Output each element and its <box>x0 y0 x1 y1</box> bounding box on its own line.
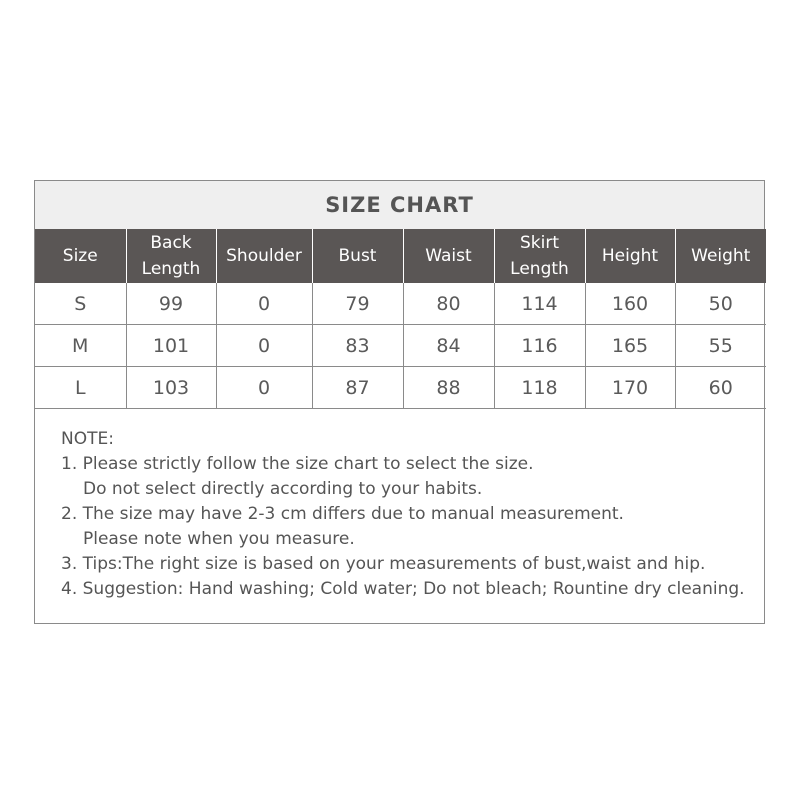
table-cell: 99 <box>126 283 216 325</box>
table-cell: 87 <box>312 367 403 409</box>
table-cell: 55 <box>675 325 766 367</box>
notes-section <box>35 409 764 602</box>
table-cell: L <box>35 367 126 409</box>
table-cell: 50 <box>675 283 766 325</box>
column-header-skirt-length: Skirt Length <box>494 229 585 283</box>
table-cell: 0 <box>216 325 312 367</box>
size-table <box>35 229 766 409</box>
note-item: 3. Tips:The right size is based on your measurements of bust,waist and hip. <box>61 554 706 574</box>
chart-title: SIZE CHART <box>35 181 764 229</box>
table-cell: 101 <box>126 325 216 367</box>
table-row <box>35 367 766 409</box>
table-cell: 84 <box>403 325 494 367</box>
notes-heading: NOTE: <box>61 429 114 449</box>
table-row <box>35 283 766 325</box>
column-header-weight: Weight <box>675 229 766 283</box>
table-cell: 165 <box>585 325 675 367</box>
table-cell: 170 <box>585 367 675 409</box>
table-cell: 0 <box>216 367 312 409</box>
column-header-waist: Waist <box>403 229 494 283</box>
table-cell: 116 <box>494 325 585 367</box>
size-chart <box>34 180 765 624</box>
table-cell: 88 <box>403 367 494 409</box>
table-row <box>35 325 766 367</box>
note-item: 1. Please strictly follow the size chart to select the size. <box>61 454 534 474</box>
column-header-shoulder: Shoulder <box>216 229 312 283</box>
table-header-row <box>35 229 766 283</box>
column-header-size: Size <box>35 229 126 283</box>
table-cell: 83 <box>312 325 403 367</box>
table-cell: 114 <box>494 283 585 325</box>
column-header-height: Height <box>585 229 675 283</box>
note-item: 4. Suggestion: Hand washing; Cold water; Do not bleach; Rountine dry cleaning. <box>61 579 745 599</box>
table-cell: 0 <box>216 283 312 325</box>
table-cell: S <box>35 283 126 325</box>
table-cell: 79 <box>312 283 403 325</box>
table-cell: 160 <box>585 283 675 325</box>
note-continuation: Please note when you measure. <box>83 529 355 549</box>
note-item: 2. The size may have 2-3 cm differs due to manual measurement. <box>61 504 624 524</box>
column-header-bust: Bust <box>312 229 403 283</box>
table-cell: 103 <box>126 367 216 409</box>
table-cell: 118 <box>494 367 585 409</box>
note-continuation: Do not select directly according to your habits. <box>83 479 483 499</box>
column-header-back-length: Back Length <box>126 229 216 283</box>
table-cell: 60 <box>675 367 766 409</box>
table-cell: M <box>35 325 126 367</box>
table-cell: 80 <box>403 283 494 325</box>
